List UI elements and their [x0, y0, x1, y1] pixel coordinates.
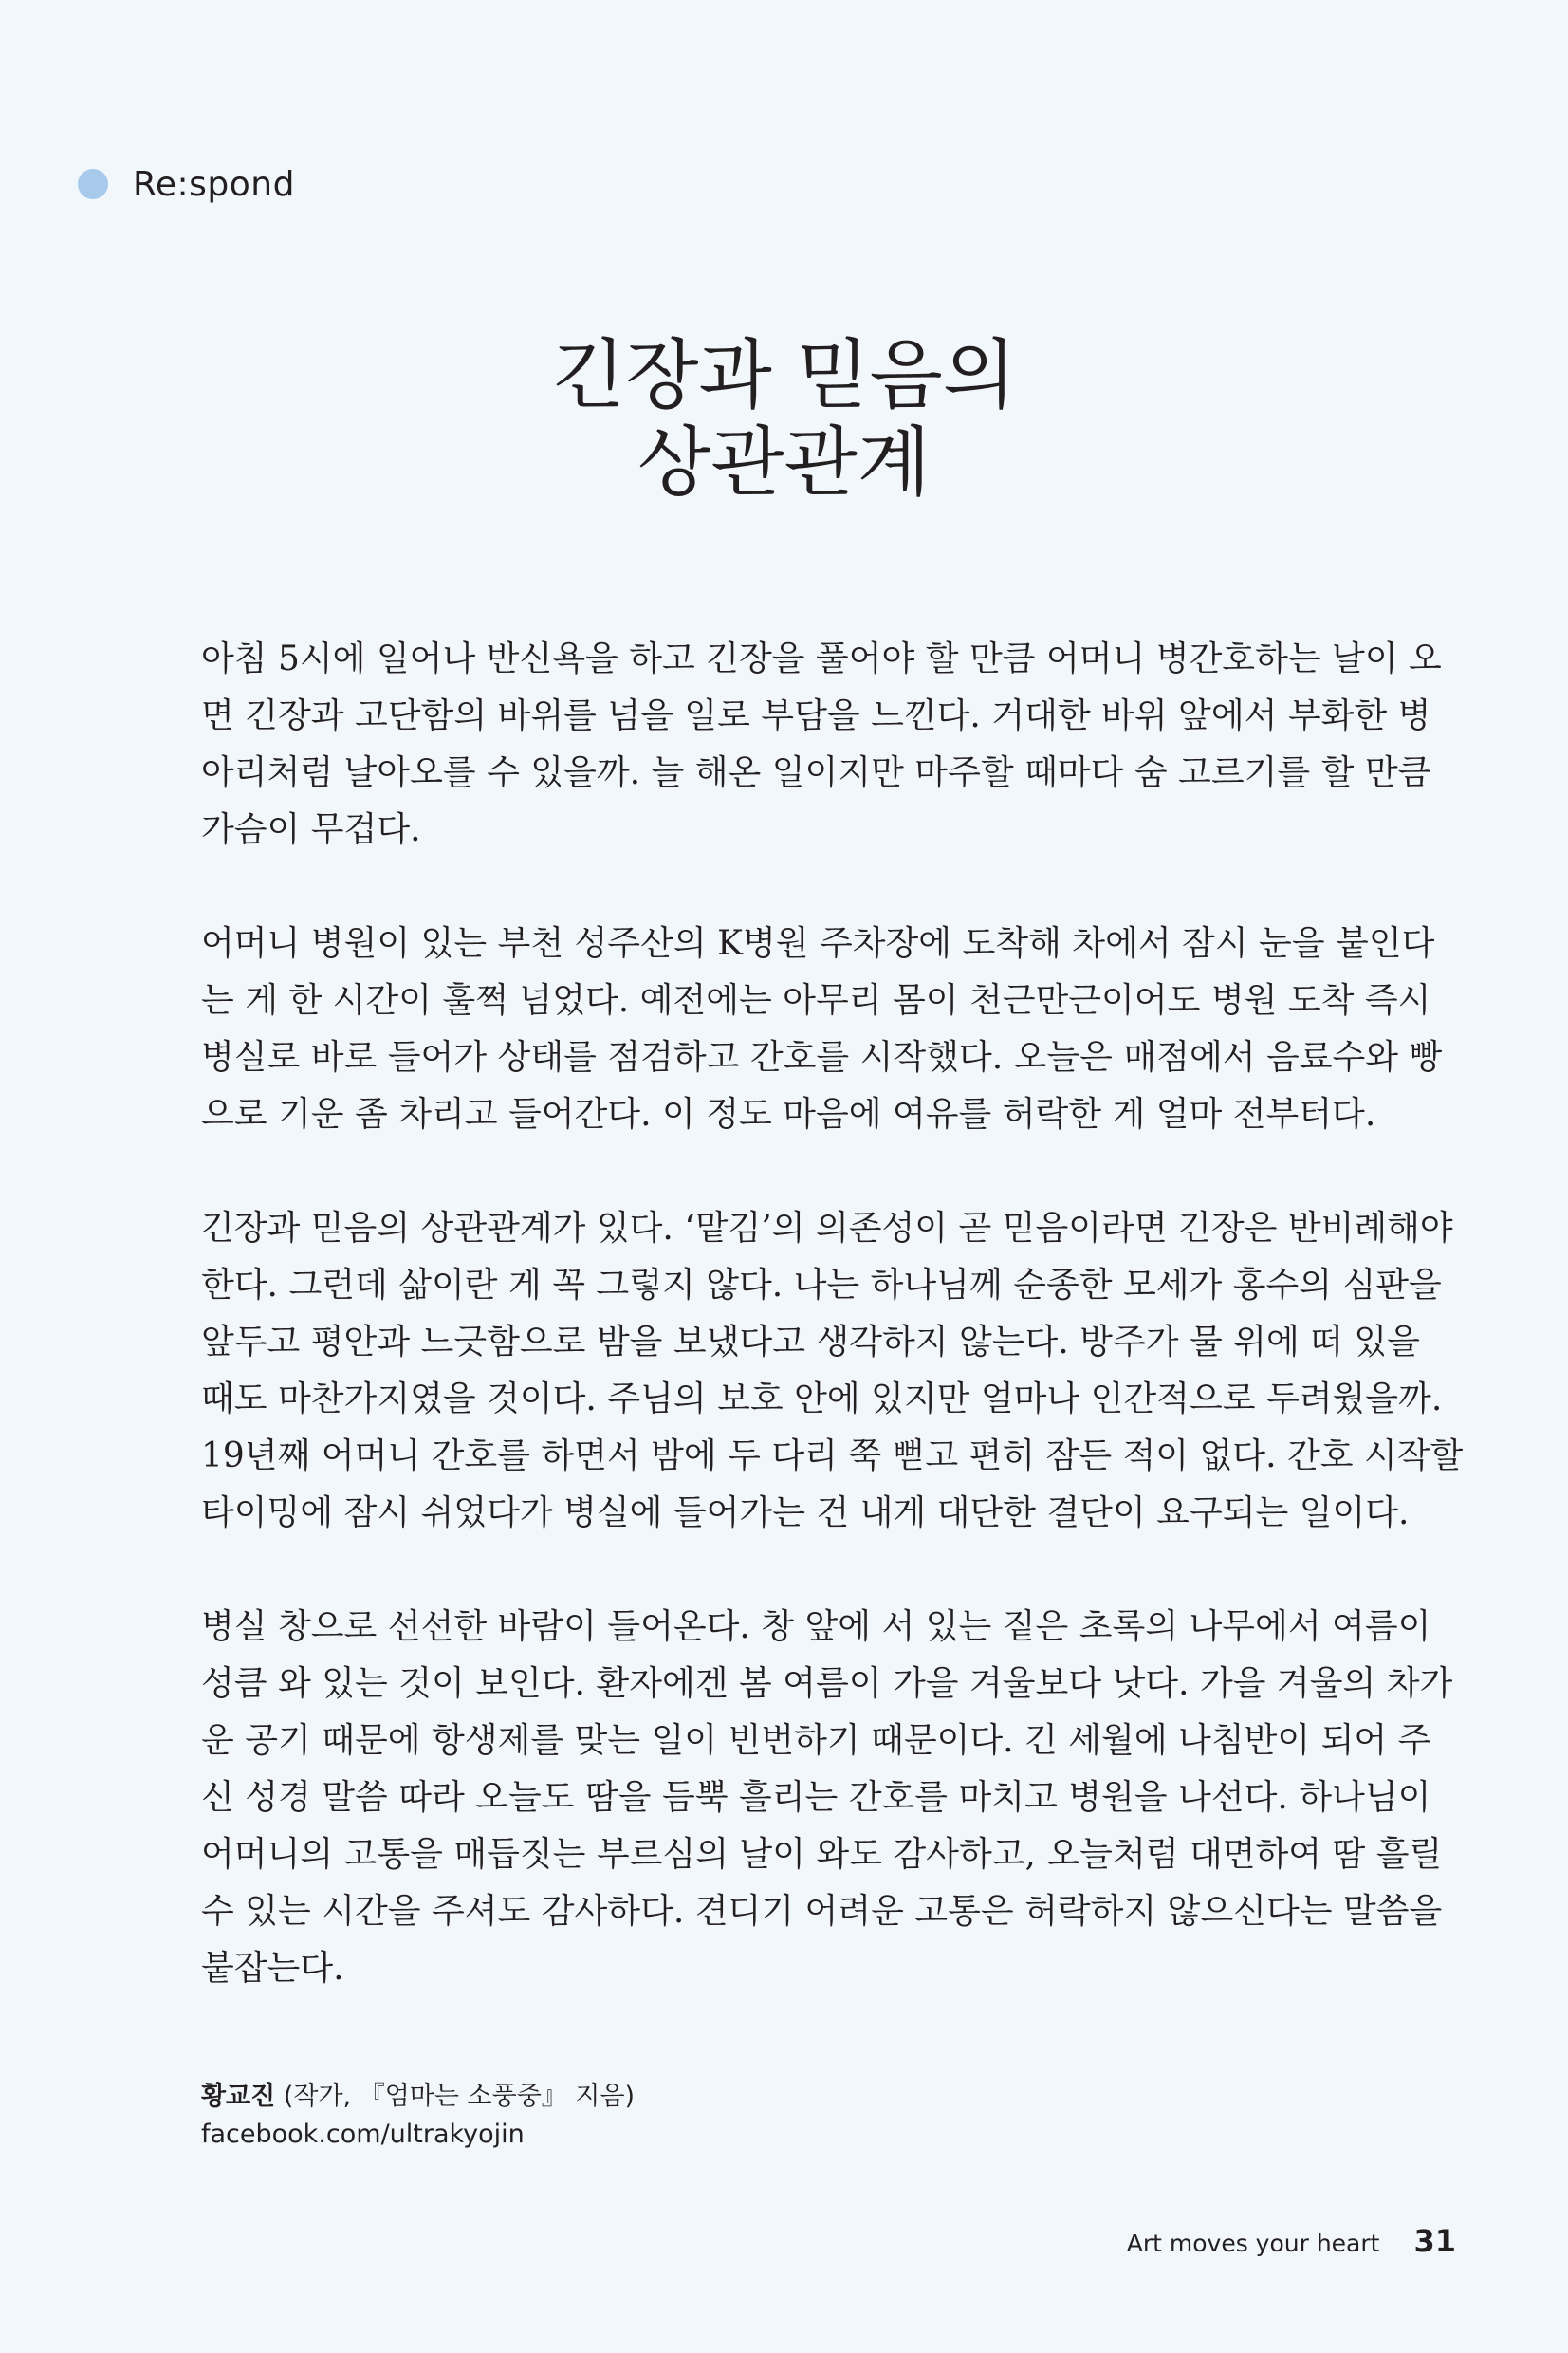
- text-line: 아리처럼 날아오를 수 있을까. 늘 해온 일이지만 마주할 때마다 숨 고르기를 할 만큼: [201, 753, 1431, 792]
- text-line: 19년째 어머니 간호를 하면서 밤에 두 다리 쭉 뻗고 편히 잠든 적이 없다. 간호 시작할: [201, 1436, 1464, 1475]
- text-line: 한다. 그런데 삶이란 게 꼭 그렇지 않다. 나는 하나님께 순종한 모세가 홍수의 심판을: [201, 1266, 1442, 1305]
- text-line: 가슴이 무겁다.: [201, 810, 421, 849]
- text-line: 으로 기운 좀 차리고 들어간다. 이 정도 마음에 여유를 허락한 게 얼마 전부터다.: [201, 1095, 1376, 1134]
- text-line: 병실 창으로 선선한 바람이 들어온다. 창 앞에 서 있는 짙은 초록의 나무에서 여름이: [201, 1607, 1431, 1646]
- text-line: 어머니의 고통을 매듭짓는 부르심의 날이 와도 감사하고, 오늘처럼 대면하여 땀 흘릴: [201, 1835, 1443, 1874]
- paragraph-1: [201, 631, 1442, 859]
- text-line: 수 있는 시간을 주셔도 감사하다. 견디기 어려운 고통은 허락하지 않으신다는 말씀을: [201, 1892, 1443, 1931]
- article-body: [201, 631, 1464, 2054]
- text-line: 앞두고 평안과 느긋함으로 밤을 보냈다고 생각하지 않는다. 방주가 물 위에 떠 있을: [201, 1323, 1420, 1362]
- text-line: 아침 5시에 일어나 반신욕을 하고 긴장을 풀어야 할 만큼 어머니 병간호하는 날이 오: [201, 639, 1442, 678]
- text-line: 성큼 와 있는 것이 보인다. 환자에겐 봄 여름이 가을 겨울보다 낫다. 가을 겨울의 차가: [201, 1664, 1453, 1703]
- text-line: 병실로 바로 들어가 상태를 점검하고 간호를 시작했다. 오늘은 매점에서 음료수와 빵: [201, 1038, 1443, 1077]
- section-dot-icon: [78, 169, 108, 199]
- paragraph-4: [201, 1599, 1453, 1997]
- text-line: 는 게 한 시간이 훌쩍 넘었다. 예전에는 아무리 몸이 천근만근이어도 병원 도착 즉시: [201, 981, 1431, 1020]
- text-line: 타이밍에 잠시 쉬었다가 병실에 들어가는 건 내게 대단한 결단이 요구되는 일이다.: [201, 1493, 1410, 1532]
- author-byline: [201, 2078, 635, 2154]
- footer-tagline: Art moves your heart: [1126, 2230, 1380, 2257]
- text-line: 붙잡는다.: [201, 1949, 344, 1988]
- article-title: [0, 332, 1568, 507]
- text-line: 면 긴장과 고단함의 바위를 넘을 일로 부담을 느낀다. 거대한 바위 앞에서 부화한 병: [201, 696, 1431, 735]
- author-line: [201, 2078, 635, 2116]
- paragraph-2: [201, 916, 1443, 1143]
- page-number: 31: [1413, 2223, 1456, 2259]
- text-line: 긴장과 믿음의 상관관계가 있다. ‘맡김’의 의존성이 곧 믿음이라면 긴장은 반비례해야: [201, 1209, 1453, 1248]
- author-name: 황교진: [201, 2082, 276, 2111]
- paragraph-3: [201, 1200, 1464, 1542]
- text-line: 때도 마찬가지였을 것이다. 주님의 보호 안에 있지만 얼마나 인간적으로 두려웠을까.: [201, 1380, 1443, 1418]
- text-line: 운 공기 때문에 항생제를 맞는 일이 빈번하기 때문이다. 긴 세월에 나침반이 되어 주: [201, 1721, 1431, 1760]
- text-line: 어머니 병원이 있는 부천 성주산의 K병원 주차장에 도착해 차에서 잠시 눈을 붙인다: [201, 924, 1435, 963]
- article-title-line-1: 긴장과 믿음의: [551, 331, 1017, 419]
- author-link: facebook.com/ultrakyojin: [201, 2120, 525, 2149]
- article-title-line-2: 상관관계: [636, 418, 932, 507]
- author-role: (작가, 『엄마는 소풍중』 지음): [283, 2082, 636, 2111]
- section-label: Re:spond: [133, 164, 295, 204]
- text-line: 신 성경 말씀 따라 오늘도 땀을 듬뿍 흘리는 간호를 마치고 병원을 나선다. 하나님이: [201, 1778, 1431, 1817]
- page-footer: [1127, 2223, 1456, 2259]
- section-tag: [78, 161, 295, 207]
